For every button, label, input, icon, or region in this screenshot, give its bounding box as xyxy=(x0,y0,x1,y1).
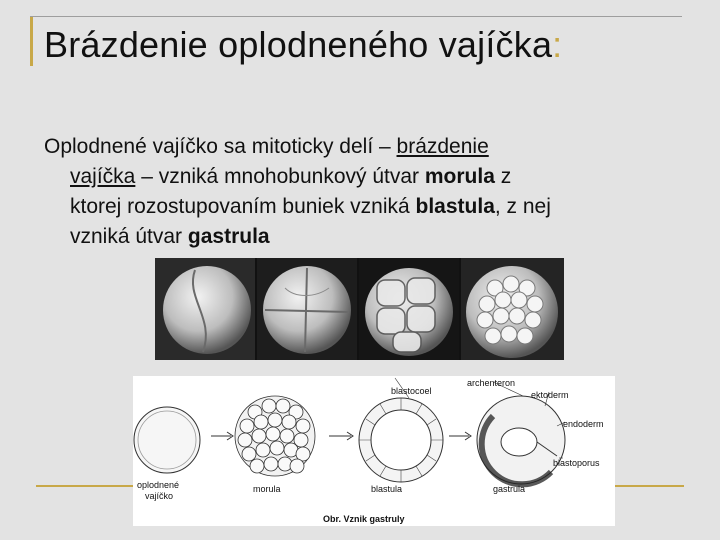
label-blastocoel: blastocoel xyxy=(391,386,432,396)
photo-four-cell-stage xyxy=(263,266,351,354)
term-brazdenie: brázdenie xyxy=(396,135,489,158)
slide-title-colon: : xyxy=(552,24,563,65)
decorative-vertical-line xyxy=(30,16,33,66)
body-line-1 xyxy=(44,135,489,158)
label-fertilized-egg: oplodnené xyxy=(137,480,180,490)
label-ectoderm: ektoderm xyxy=(531,390,569,400)
label-morula: morula xyxy=(253,484,281,494)
body-line-4 xyxy=(44,222,694,252)
photo-eight-cell-stage xyxy=(365,268,453,356)
morula-drawing xyxy=(235,396,315,476)
embryo-photo-strip xyxy=(155,258,564,360)
body-paragraph xyxy=(44,132,694,252)
body-line2-text: – vzniká mnohobunkový útvar xyxy=(135,165,425,188)
decorative-top-line xyxy=(30,16,682,17)
body-line3-text: ktorej rozostupovaním buniek vzniká xyxy=(70,195,416,218)
term-morula: morula xyxy=(424,165,495,188)
embryo-photos xyxy=(155,258,564,360)
diagram-caption: Obr. Vznik gastruly xyxy=(323,514,405,524)
label-gastrula: gastrula xyxy=(493,484,526,494)
photo-two-cell-stage xyxy=(163,266,251,354)
label-blastopore: blastoporus xyxy=(553,458,600,468)
fertilized-egg-drawing xyxy=(134,407,200,473)
body-line1-prefix: Oplodnené vajíčko sa mitoticky delí – xyxy=(44,135,397,158)
label-archenteron: archenteron xyxy=(467,378,516,388)
term-vajicka: vajíčka xyxy=(70,165,136,188)
body-line3-suffix: , z nej xyxy=(494,195,551,218)
body-line-2 xyxy=(44,162,694,192)
term-blastula: blastula xyxy=(415,195,495,218)
body-line4-text: vzniká útvar xyxy=(70,225,188,248)
label-endoderm: endoderm xyxy=(563,419,604,429)
term-gastrula: gastrula xyxy=(187,225,270,248)
body-line2-suffix: z xyxy=(494,165,512,188)
slide-title xyxy=(44,24,562,66)
label-fertilized-egg-line2: vajíčko xyxy=(145,491,174,501)
slide-title-text: Brázdenie oplodneného vajíčka xyxy=(44,24,553,65)
gastrulation-diagram xyxy=(133,376,615,526)
photo-morula-stage xyxy=(466,266,558,358)
body-line-3 xyxy=(44,192,694,222)
label-blastula: blastula xyxy=(371,484,403,494)
